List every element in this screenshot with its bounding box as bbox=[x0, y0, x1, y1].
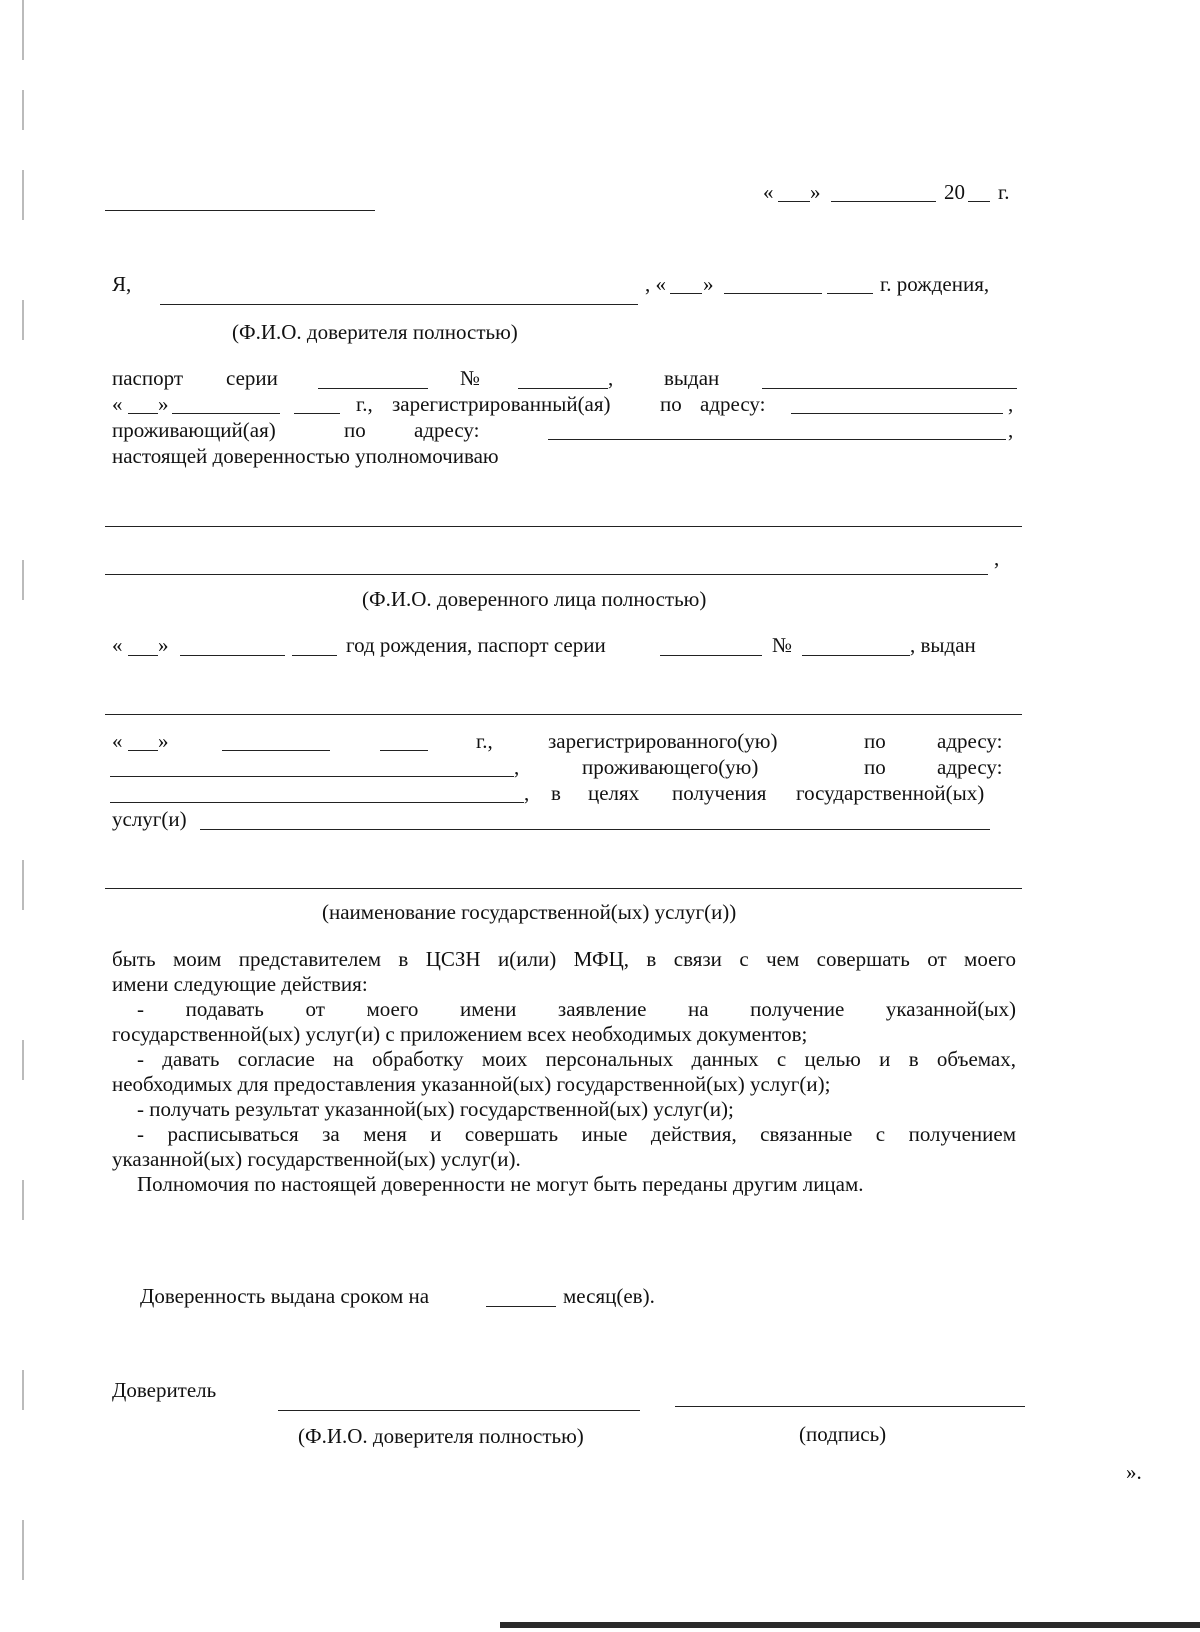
year-blank bbox=[968, 201, 990, 202]
scan-edge bbox=[22, 300, 24, 340]
reg-year-blank bbox=[294, 413, 340, 414]
series-blank bbox=[318, 388, 428, 389]
scan-edge bbox=[22, 560, 24, 600]
residing-address-blank bbox=[548, 439, 1006, 440]
agent-registered-text: зарегистрированного(ую) bbox=[548, 729, 778, 753]
scan-edge bbox=[22, 1040, 24, 1080]
year-prefix: 20 bbox=[944, 180, 965, 204]
purpose-word: получения bbox=[672, 781, 767, 805]
purpose-word: в bbox=[551, 781, 561, 805]
passport-word: паспорт bbox=[112, 366, 184, 390]
reg-month-blank bbox=[172, 413, 280, 414]
address-word: адресу: bbox=[937, 729, 1003, 753]
number-blank bbox=[518, 388, 608, 389]
purpose-word: целях bbox=[588, 781, 640, 805]
comma: , bbox=[514, 755, 520, 779]
address-word: адресу: bbox=[937, 755, 1003, 779]
body-line: необходимых для предоставления указанной(ых) государственной(ых) услуг(и); bbox=[112, 1072, 831, 1096]
comma: , bbox=[524, 781, 530, 805]
powers-text bbox=[112, 947, 1016, 1197]
issued-word: выдан bbox=[664, 366, 720, 390]
quote-close: » bbox=[810, 180, 821, 204]
signature-sign-blank bbox=[675, 1406, 1025, 1407]
number-sign: № bbox=[460, 366, 481, 390]
month-blank bbox=[831, 201, 936, 202]
authorize-text: настоящей доверенностью уполномочиваю bbox=[112, 444, 499, 468]
agent-issued-text: , выдан bbox=[910, 633, 976, 657]
quote-open: « bbox=[763, 180, 774, 204]
reg-address-blank bbox=[791, 413, 1003, 414]
agent-reg-month-blank bbox=[222, 750, 330, 751]
signature-fio-caption: (Ф.И.О. доверителя полностью) bbox=[298, 1424, 584, 1448]
series-word: серии bbox=[226, 366, 278, 390]
birth-quote-close: » bbox=[703, 272, 714, 296]
body-line: - подавать от моего имени заявление на получение указанной(ых) bbox=[137, 997, 1016, 1021]
day-blank bbox=[778, 201, 810, 202]
birth-month-blank bbox=[724, 293, 822, 294]
address-word: адресу: bbox=[700, 392, 766, 416]
g-word: г., bbox=[476, 729, 493, 753]
agent-number-blank bbox=[802, 655, 910, 656]
body-line: - расписываться за меня и совершать иные действия, связанные с получением bbox=[137, 1122, 1016, 1146]
agent-fio-blank-1 bbox=[105, 526, 1022, 527]
agent-reg-address-blank bbox=[110, 776, 514, 777]
comma: , bbox=[608, 366, 614, 390]
body-line: имени следующие действия: bbox=[112, 972, 368, 996]
agent-reg-year-blank bbox=[380, 750, 428, 751]
address-word: адресу: bbox=[414, 418, 480, 442]
po-word: по bbox=[864, 729, 886, 753]
birth-year-blank bbox=[827, 293, 873, 294]
agent-reg-day-blank bbox=[128, 750, 158, 751]
top-left-blank bbox=[105, 210, 375, 211]
services-blank-1 bbox=[200, 829, 990, 830]
principal-fio-caption: (Ф.И.О. доверителя полностью) bbox=[232, 320, 518, 344]
scan-bottom-edge bbox=[500, 1622, 1200, 1628]
agent-fio-blank-2 bbox=[105, 574, 988, 575]
po-word: по bbox=[660, 392, 682, 416]
signature-label: Доверитель bbox=[112, 1378, 217, 1402]
agent-series-blank bbox=[660, 655, 762, 656]
agent-birth-year-blank bbox=[292, 655, 337, 656]
term-prefix: Доверенность выдана сроком на bbox=[140, 1284, 430, 1308]
residing-text: проживающий(ая) bbox=[112, 418, 276, 442]
ya-label: Я, bbox=[112, 272, 132, 296]
term-months-blank bbox=[486, 1306, 556, 1307]
quote-open: « bbox=[112, 633, 123, 657]
issued-blank bbox=[762, 388, 1017, 389]
quote-close: » bbox=[158, 633, 169, 657]
services-blank-2 bbox=[105, 888, 1022, 889]
comma: , bbox=[1008, 418, 1014, 442]
agent-residing-text: проживающего(ую) bbox=[582, 755, 759, 779]
quote-open: « bbox=[112, 729, 123, 753]
scan-edge bbox=[22, 170, 24, 220]
closing-mark: ». bbox=[1126, 1460, 1142, 1484]
number-sign: № bbox=[772, 633, 793, 657]
services-label: услуг(и) bbox=[112, 807, 187, 831]
scan-edge bbox=[22, 1370, 24, 1410]
agent-birth-day-blank bbox=[128, 655, 158, 656]
birth-day-blank bbox=[670, 293, 702, 294]
principal-fio-blank bbox=[160, 304, 638, 305]
agent-birth-month-blank bbox=[180, 655, 285, 656]
signature-sign-caption: (подпись) bbox=[799, 1422, 887, 1446]
g-word: г., bbox=[356, 392, 373, 416]
purpose-word: государственной(ых) bbox=[796, 781, 985, 805]
scan-edge bbox=[22, 90, 24, 130]
birth-suffix: г. рождения, bbox=[880, 272, 990, 296]
body-line: государственной(ых) услуг(и) с приложением всех необходимых документов; bbox=[112, 1022, 808, 1046]
agent-residing-address-blank bbox=[110, 802, 524, 803]
agent-issued-blank bbox=[105, 714, 1022, 715]
scan-edge bbox=[22, 0, 24, 60]
body-line: быть моим представителем в ЦСЗН и(или) МФЦ, в связи с чем совершать от моего bbox=[112, 947, 1016, 971]
comma: , bbox=[1008, 392, 1014, 416]
reg-day-blank bbox=[128, 413, 158, 414]
service-caption: (наименование государственной(ых) услуг(и)) bbox=[322, 900, 737, 924]
quote-close: » bbox=[158, 392, 169, 416]
scan-edge bbox=[22, 1520, 24, 1580]
quote-open: « bbox=[112, 392, 123, 416]
body-line: указанной(ых) государственной(ых) услуг(и). bbox=[112, 1147, 521, 1171]
birth-quote-open: , « bbox=[645, 272, 666, 296]
year-suffix: г. bbox=[998, 180, 1010, 204]
po-word: по bbox=[344, 418, 366, 442]
signature-fio-blank bbox=[278, 1410, 640, 1411]
po-word: по bbox=[864, 755, 886, 779]
body-line: - давать согласие на обработку моих персональных данных с целью и в объемах, bbox=[137, 1047, 1016, 1071]
scan-edge bbox=[22, 1180, 24, 1220]
agent-fio-caption: (Ф.И.О. доверенного лица полностью) bbox=[362, 587, 707, 611]
registered-text: зарегистрированный(ая) bbox=[392, 392, 611, 416]
body-line: - получать результат указанной(ых) государственной(ых) услуг(и); bbox=[137, 1097, 734, 1121]
term-suffix: месяц(ев). bbox=[563, 1284, 655, 1308]
agent-birth-text: год рождения, паспорт серии bbox=[346, 633, 606, 657]
scan-edge bbox=[22, 860, 24, 910]
body-line: Полномочия по настоящей доверенности не могут быть переданы другим лицам. bbox=[137, 1172, 864, 1196]
quote-close: » bbox=[158, 729, 169, 753]
comma: , bbox=[994, 546, 1000, 570]
